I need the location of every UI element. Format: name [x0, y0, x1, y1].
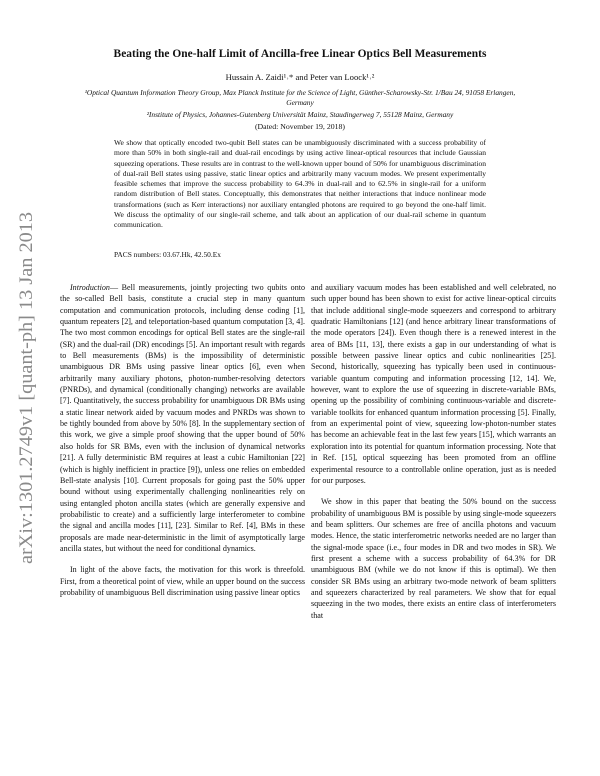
abstract: We show that optically encoded two-qubit Bell states can be unambiguously discriminated with a success probability of more than 50% in both single-rail and dual-rail encodings by using active linear-optical resources that include Gaussian squeezing operations. These results are in contrast to the well-known upper bound of 50% for unambiguous discrimination of dual-rail Bell states using passive, static linear optics and arbitrarily many vacuum modes. We present experimentally feasible schemes that improve the success probability to 64.3% in dual-rail and to 62.5% in single-rail for a uniform random distribution of Bell states. Conceptually, this demonstrates that neither interactions that induce nonlinear mode transformations (such as Kerr interactions) nor auxiliary entangled photons are required to go beyond the one-half limit. We discuss the optimality of our single-rail scheme, and talk about an application of our dual-rail scheme in quantum communication. [114, 138, 486, 230]
affiliation-1: ¹Optical Quantum Information Theory Group, Max Planck Institute for the Science of Light, Günther-Scharowsky-Str. 1/Bau 24, 91058 Erlangen, Germany [84, 88, 516, 108]
results-paragraph: We show in this paper that beating the 50% bound on the success probability of unambiguous BM is possible by using single-mode squeezers and beam splitters. Our schemes are free of ancilla photons and vacuum modes. Hence, the static interferometric networks needed are no larger than the signal-mode space (i.e., four modes in DR and two modes in SR). We first present a scheme with a success probability of 64.3% for DR unambiguous BM (while we do not know if this is optimal). We then consider SR BMs using an arbitrary two-mode network of beam splitters and squeezers characterized by real parameters. We show that for equal squeezing in the two modes, there exists an entire class of interferometers that [311, 497, 556, 620]
intro-text: — Bell measurements, jointly projecting two qubits onto the so-called Bell basis, constitute a crucial step in many quantum computation and communication protocols, including dense coding [1], quantum repeaters [2], and teleportation-based quantum computation [3, 4]. The two most common encodings for optical Bell states are the single-rail (SR) and the dual-rail (DR) encodings [5]. An important result with regards to Bell measurements (BMs) is the impossibility of deterministic unambiguous DR BMs using passive linear optics [6], even when arbitrarily many auxiliary photons, photon-number-resolving detectors (PNRDs), and dynamical (conditionally changing) networks are available [7]. Quantitatively, the success probability for unambiguous DR BMs using a static linear network aided by vacuum modes and PNRDs was shown to be tightly bounded from above by 50% [8]. In the supplementary section of this work, we give a simple proof showing that the upper bound of 50% also holds for SR BMs, even with the inclusion of dynamical networks [21]. A fully deterministic BM requires at least a cubic Hamiltonian [22] (which is highly inefficient in practice [9]), unless one relies on embedded Bell-state analysis [10]. Current proposals for going past the 50% upper bound without using experimentally challenging nonlinearities rely on using entangled photon ancilla states (which are generally expensive and probabilistic to create) and a sufficiently large interferometer to combine the signal and ancilla modes [11], [23]. Similar to Ref. [4], BMs in these proposals are made near-deterministic in the limit of asymptotically large ancilla states, but without the need for conditional dynamics. [60, 283, 305, 553]
intro-paragraph [60, 282, 305, 554]
affiliation-2: ²Institute of Physics, Johannes-Gutenberg Universität Mainz, Staudingerweg 7, 55128 Mainz, Germany [146, 110, 454, 119]
author-list: Hussain A. Zaidi¹˒* and Peter van Loock¹˒² [225, 72, 375, 82]
arxiv-sidebar-stamp [12, 210, 38, 566]
paper-title: Beating the One-half Limit of Ancilla-free Linear Optics Bell Measurements [113, 48, 487, 60]
left-column [60, 282, 305, 598]
pacs-numbers: PACS numbers: 03.67.Hk, 42.50.Ex [114, 250, 221, 259]
motivation-paragraph: In light of the above facts, the motivation for this work is threefold. First, from a theoretical point of view, while an upper bound on the success probability of unambiguous Bell discrimination using passive linear optics [60, 565, 305, 597]
arxiv-identifier: arXiv:1301.2749v1 [quant-ph] 13 Jan 2013 [16, 234, 37, 564]
right-column [311, 282, 556, 621]
squeezing-paragraph: and auxiliary vacuum modes has been established and well celebrated, no such upper bound has been shown to exist for active linear-optical circuits that include additional single-mode squeezers and correspond to arbitrary quadratic Hamiltonians [12] (and hence arbitrary linear transformations of the mode operators [24]). Even though there is a renewed interest in the area of BMs [11, 13], there exists a gap in our understanding of what is possible between passive linear optics and cubic nonlinearities [25]. Second, historically, squeezing has typically been used in continuous-variable quantum computing and information processing [12, 14]. We, however, want to explore the use of squeezing in discrete-variable BMs, opening up the possibility of combining continuous-variable and discrete-variable toolkits for enhanced quantum information processing [5]. Finally, from an experimental point of view, squeezing low-photon-number states has become an achievable feat in the last few years [15], which warrants an exploration into its potential for quantum information processing. Note that in Ref. [15], optical squeezing has been promoted from an offline experimental resource to a controllable online operation, just as is needed for our purposes. [311, 283, 556, 485]
date-line: (Dated: November 19, 2018) [254, 122, 346, 131]
intro-heading: Introduction [70, 283, 110, 292]
